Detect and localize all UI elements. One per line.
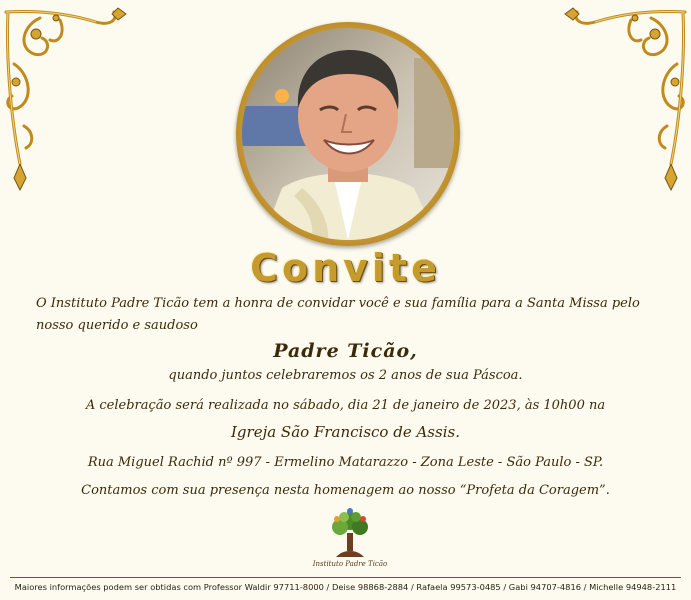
portrait-frame [236, 22, 460, 246]
portrait-photo [242, 28, 454, 240]
honoree-name: Padre Ticão, [273, 340, 418, 362]
invitation-title: Convite [250, 246, 441, 290]
corner-ornament-right [563, 4, 691, 192]
occasion-text: quando juntos celebraremos os 2 anos de sua Páscoa. [168, 368, 523, 383]
intro-text: O Instituto Padre Ticão tem a honra de convidar você e sua família para a Santa Missa pelo nosso querido e saudoso [36, 296, 640, 333]
closing-text: Contamos com sua presença nesta homenagem ao nosso “Profeta da Coragem”. [81, 483, 610, 498]
logo-caption: Instituto Padre Ticão [312, 560, 388, 568]
schedule-text: A celebração será realizada no sábado, dia 21 de janeiro de 2023, às 10h00 na [85, 398, 606, 413]
footer-contacts: Maiores informações podem ser obtidas com Professor Waldir 97711-8000 / Deise 98868-2884 / Rafaela 99573-0485 / Gabi 94707-4816 / Michelle 94948-2111 [10, 577, 681, 592]
address-text: Rua Miguel Rachid nº 997 - Ermelino Matarazzo - Zona Leste - São Paulo - SP. [87, 455, 604, 470]
tree-icon [332, 508, 368, 557]
church-name: Igreja São Francisco de Assis. [231, 423, 460, 441]
corner-ornament-left [0, 4, 128, 192]
institute-logo [312, 505, 388, 569]
